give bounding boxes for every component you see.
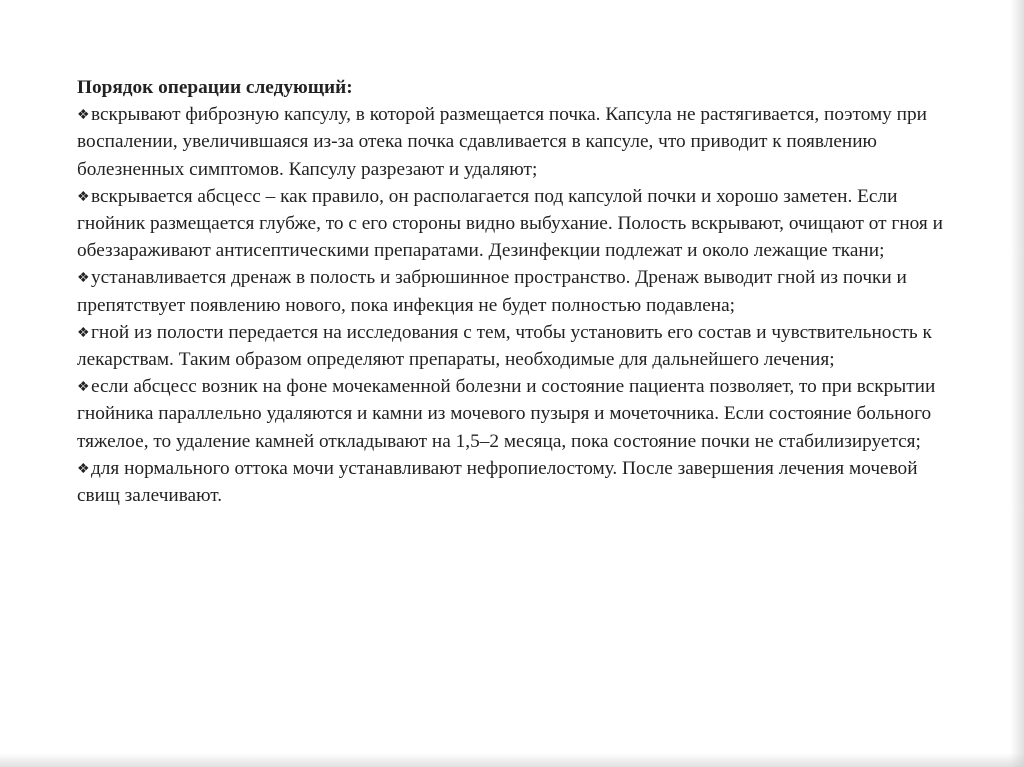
bullet-item xyxy=(77,101,957,183)
bullet-item xyxy=(77,183,957,265)
bullet-item xyxy=(77,455,957,509)
diamond-bullet-icon: ❖ xyxy=(77,189,90,205)
bullet-item xyxy=(77,264,957,318)
diamond-bullet-icon: ❖ xyxy=(77,108,90,124)
slide-text-block xyxy=(77,74,957,509)
bullet-text: вскрывается абсцесс – как правило, он располагается под капсулой почки и хорошо заметен. Если гнойник размещается глубже, то с его стороны видно выбухание. Полость вскрывают, очищают от гноя и обеззараживают антисептическими препаратами. Дезинфекции подлежат и около лежащие ткани; xyxy=(77,185,943,262)
slide-edge-shadow-bottom xyxy=(0,753,1024,767)
diamond-bullet-icon: ❖ xyxy=(77,380,90,396)
bullet-text: если абсцесс возник на фоне мочекаменной болезни и состояние пациента позволяет, то при вскрытии гнойника параллельно удаляются и камни из мочевого пузыря и мочеточника. Если состояние больного тяжелое, то удаление камней откладывают на 1,5–2 месяца, пока состояние почки не стабилизируется; xyxy=(77,376,936,452)
slide-edge-shadow-right xyxy=(1010,0,1024,767)
bullet-text: для нормального оттока мочи устанавливают нефропиелостому. После завершения лечения мочевой свищ залечивают. xyxy=(77,457,918,507)
bullet-item xyxy=(77,319,957,373)
slide-heading: Порядок операции следующий: xyxy=(77,77,353,98)
bullet-text: гной из полости передается на исследования с тем, чтобы установить его состав и чувствительность к лекарствам. Таким образом определяют препараты, необходимые для дальнейшего лечения; xyxy=(77,321,932,371)
bullet-text: вскрывают фиброзную капсулу, в которой размещается почка. Капсула не растягивается, поэтому при воспалении, увеличившаяся из-за отека почка сдавливается в капсуле, что приводит к появлению болезненных симптомов. Капсулу разрезают и удаляют; xyxy=(77,104,927,180)
diamond-bullet-icon: ❖ xyxy=(77,461,90,477)
bullet-item xyxy=(77,373,957,455)
bullet-text: устанавливается дренаж в полость и забрюшинное пространство. Дренаж выводит гной из почки и препятствует появлению нового, пока инфекция не будет полностью подавлена; xyxy=(77,267,907,316)
diamond-bullet-icon: ❖ xyxy=(77,271,90,287)
diamond-bullet-icon: ❖ xyxy=(77,325,90,341)
